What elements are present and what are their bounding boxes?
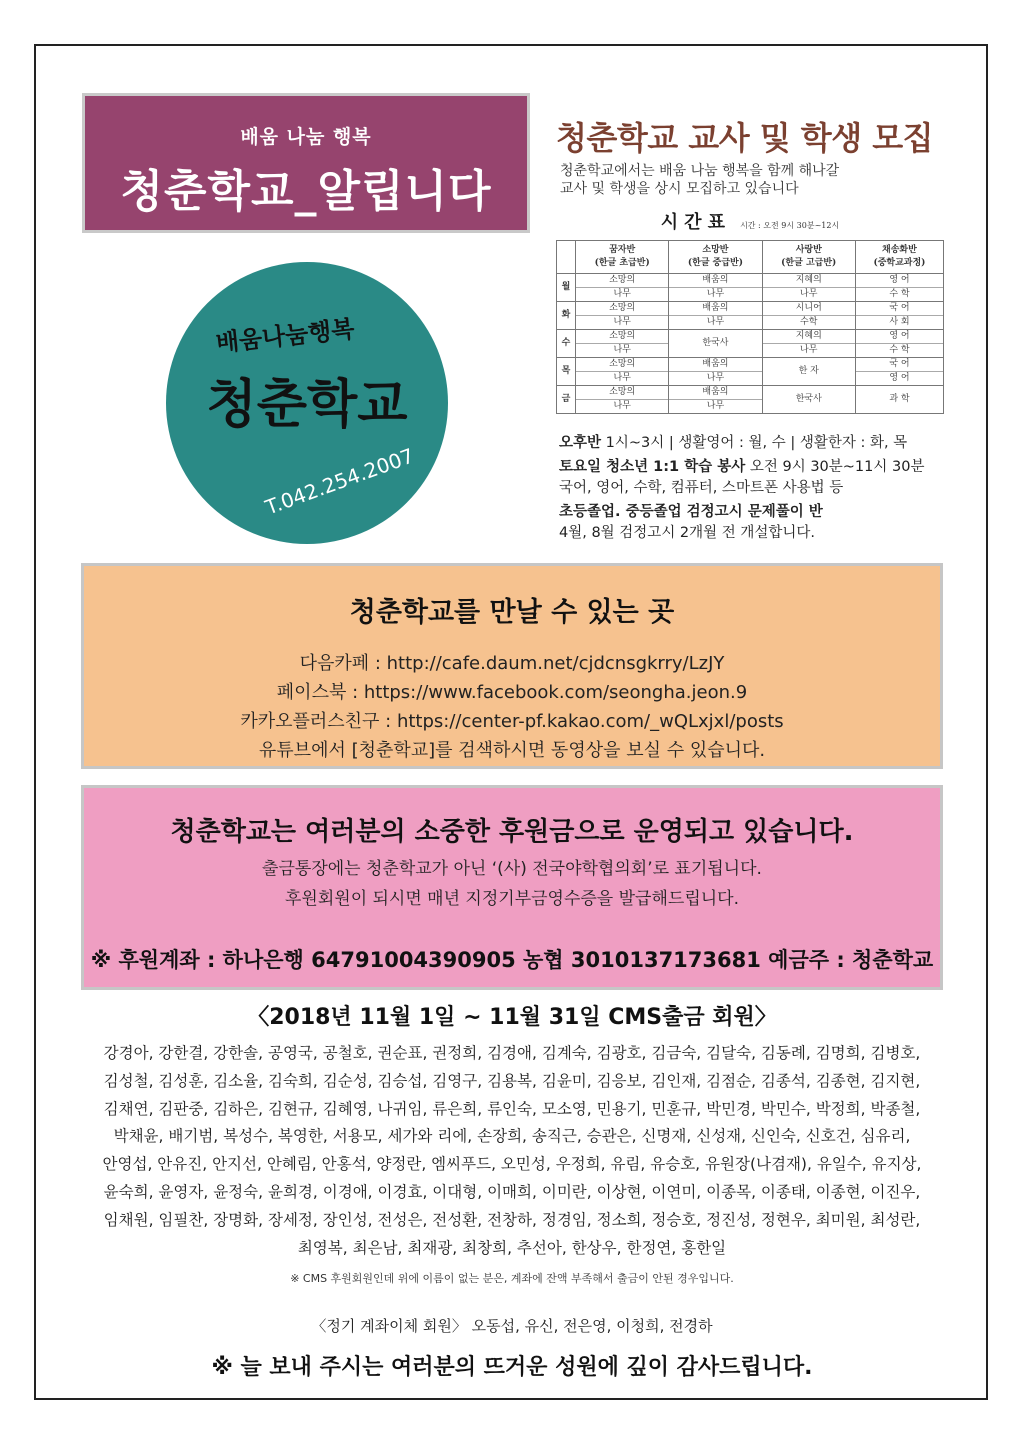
timetable-row — [557, 302, 944, 330]
donation-account: ※ 후원계좌 : 하나은행 64791004390905 농협 3010137173681 예금주 : 청춘학교 — [90, 948, 934, 972]
afternoon-note: 오후반 1시~3시 | 생활영어 : 월, 수 | 생활한자 : 화, 목 — [559, 435, 908, 451]
school-logo — [166, 262, 448, 544]
timetable-cell: 영 어 수 학 — [855, 330, 943, 358]
header-class-2: 소망반 (한글 중급반) — [669, 241, 762, 274]
cms-note: ※ CMS 후원회원인데 위에 이름이 없는 분은, 계좌에 잔액 부족해서 출금이 안된 경우입니다. — [290, 1272, 734, 1285]
timetable-cell: 한 자 — [762, 358, 855, 386]
members-line: 최영복, 최은남, 최재광, 최창희, 추선아, 한상우, 한정연, 홍한일 — [297, 1238, 727, 1257]
contact-title: 청춘학교를 만날 수 있는 곳 — [349, 597, 675, 628]
timetable-cell: 과 학 — [855, 386, 943, 414]
thanks-message: ※ 늘 보내 주시는 여러분의 뜨거운 성원에 깊이 감사드립니다. — [211, 1355, 813, 1380]
timetable-cell: 국 어 영 어 — [855, 358, 943, 386]
members-list — [82, 1040, 942, 1262]
logo-main-text: 청춘학교 — [206, 374, 408, 435]
timetable-title — [556, 208, 944, 234]
banner-title: 청춘학교_알립니다 — [120, 166, 492, 217]
logo-circle — [166, 262, 448, 544]
timetable-cell: 소망의 나무 — [576, 274, 669, 302]
kakao-link[interactable]: 카카오플러스친구 : https://center-pf.kakao.com/_wQLxjxl/posts — [240, 711, 784, 732]
timetable-cell: 영 어 수 학 — [855, 274, 943, 302]
timetable-day: 화 — [557, 302, 576, 330]
timetable-cell: 배움의 나무 — [669, 386, 762, 414]
members-line: 임채원, 임필찬, 장명화, 장세정, 장인성, 전성은, 전성환, 전창하, 정경임, 정소희, 정승호, 정진성, 정현우, 최미원, 최성란, — [103, 1210, 921, 1229]
timetable-cell: 배움의 나무 — [669, 358, 762, 386]
timetable-row — [557, 358, 944, 386]
timetable-row — [557, 386, 944, 414]
exam-note-label: 초등졸업. 중등졸업 검정고시 문제풀이 반 — [559, 504, 823, 520]
timetable-cell: 소망의 나무 — [576, 330, 669, 358]
timetable-cell: 시니어 수학 — [762, 302, 855, 330]
banner-subtitle: 배움 나눔 행복 — [240, 126, 372, 148]
timetable-cell: 지혜의 나무 — [762, 274, 855, 302]
members-line: 박채윤, 배기범, 복성수, 복영한, 서용모, 세가와 리에, 손장희, 송직근, 승관은, 신명재, 신성재, 신인숙, 신호건, 심유리, — [113, 1127, 911, 1146]
timetable-day: 월 — [557, 274, 576, 302]
donation-line1: 출금통장에는 청춘학교가 아닌 ‘(사) 전국야학협의회’로 표기됩니다. — [262, 859, 762, 879]
timetable-header-row — [557, 241, 944, 274]
timetable — [556, 240, 944, 414]
donation-title: 청춘학교는 여러분의 소중한 후원금으로 운영되고 있습니다. — [170, 817, 854, 847]
timetable-time-note: 시간 : 오전 9시 30분~12시 — [740, 221, 840, 230]
recruit-title: 청춘학교 교사 및 학생 모집 — [556, 119, 934, 157]
timetable-cell: 한국사 — [669, 330, 762, 358]
timetable-day: 금 — [557, 386, 576, 414]
timetable-cell: 국 어 사 회 — [855, 302, 943, 330]
schedule-notes — [559, 433, 949, 544]
timetable-day: 목 — [557, 358, 576, 386]
donation-line2: 후원회원이 되시면 매년 지정기부금영수증을 발급해드립니다. — [285, 889, 739, 909]
header-class-4: 채송화반 (중학교과정) — [855, 241, 943, 274]
recruit-description — [560, 162, 900, 198]
members-line: 안영섭, 안유진, 안지선, 안혜림, 안홍석, 양정란, 엠씨푸드, 오민성, 우정희, 유림, 유승호, 유원장(나겸재), 유일수, 유지상, — [102, 1155, 922, 1174]
timetable-corner — [557, 241, 576, 274]
timetable-row — [557, 330, 944, 358]
timetable-cell: 소망의 나무 — [576, 358, 669, 386]
daum-cafe-link[interactable]: 다음카페 : http://cafe.daum.net/cjdcnsgkrry/LzJY — [299, 653, 725, 674]
members-title: 〈2018년 11월 1일 ~ 11월 31일 CMS출금 회원〉 — [247, 1005, 777, 1030]
recruit-desc-line2: 교사 및 학생을 상시 모집하고 있습니다 — [560, 181, 799, 197]
timetable-cell: 소망의 나무 — [576, 386, 669, 414]
timetable-cell: 배움의 나무 — [669, 302, 762, 330]
timetable-cell: 배움의 나무 — [669, 274, 762, 302]
members-line: 강경아, 강한결, 강한솔, 공영국, 공철호, 권순표, 권정희, 김경애, 김계숙, 김광호, 김금숙, 김달숙, 김동례, 김명희, 김병호, — [103, 1044, 921, 1062]
timetable-row — [557, 274, 944, 302]
donation-box — [81, 785, 943, 990]
timetable-cell: 소망의 나무 — [576, 302, 669, 330]
header-class-3: 사랑반 (한글 고급반) — [762, 241, 855, 274]
timetable-cell: 한국사 — [762, 386, 855, 414]
recruit-desc-line1: 청춘학교에서는 배움 나눔 행복을 함께 해나갈 — [560, 163, 840, 179]
saturday-note: 토요일 청소년 1:1 학습 봉사 오전 9시 30분~11시 30분 — [559, 459, 925, 475]
timetable-day: 수 — [557, 330, 576, 358]
members-line: 김채연, 김판중, 김하은, 김현규, 김혜영, 나귀임, 류은희, 류인숙, 모소영, 민용기, 민훈규, 박민경, 박민수, 박정희, 박종철, — [103, 1099, 921, 1118]
header-banner — [82, 93, 530, 233]
header-class-1: 꿈자반 (한글 초급반) — [576, 241, 669, 274]
timetable-heading: 시간표 — [660, 212, 731, 233]
youtube-note: 유튜브에서 [청춘학교]를 검색하시면 동영상을 보실 수 있습니다. — [258, 740, 766, 761]
logo-top-text: 배움나눔행복 — [214, 313, 356, 358]
logo-phone: T.042.254.2007 — [262, 443, 418, 520]
saturday-subjects: 국어, 영어, 수학, 컴퓨터, 스마트폰 사용법 등 — [559, 480, 844, 496]
exam-note-text: 4월, 8월 검정고시 2개월 전 개설합니다. — [559, 525, 816, 541]
members-line: 김성철, 김성훈, 김소율, 김숙희, 김순성, 김승섭, 김영구, 김용복, 김윤미, 김응보, 김인재, 김점순, 김종석, 김종현, 김지현, — [103, 1071, 921, 1090]
facebook-link[interactable]: 페이스북 : https://www.facebook.com/seongha.jeon.9 — [276, 682, 748, 703]
timetable-cell: 지혜의 나무 — [762, 330, 855, 358]
contact-box — [81, 563, 943, 769]
members-line: 윤숙희, 윤영자, 윤정숙, 윤희경, 이경애, 이경효, 이대형, 이매희, 이미란, 이상현, 이연미, 이종목, 이종태, 이종현, 이진우, — [103, 1182, 921, 1201]
regular-transfer-members: 〈정기 계좌이체 회원〉 오동섭, 유신, 전은영, 이청희, 전경하 — [311, 1317, 713, 1335]
